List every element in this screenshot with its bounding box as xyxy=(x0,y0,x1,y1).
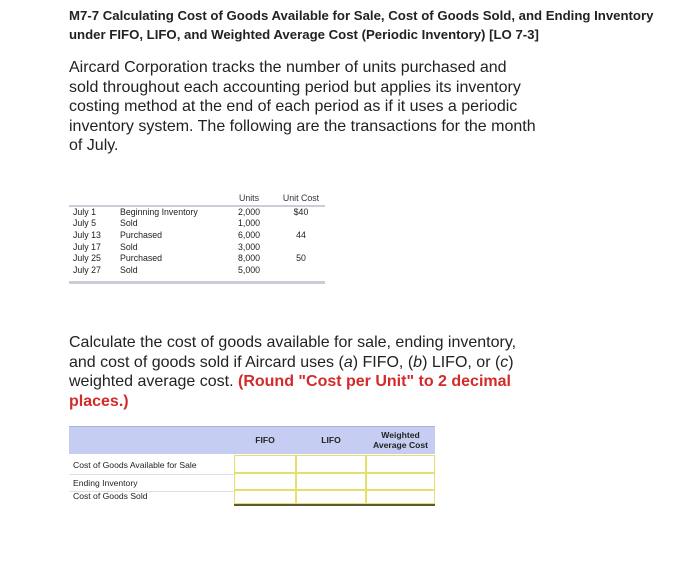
transactions-header xyxy=(69,193,325,205)
table-row xyxy=(69,253,325,265)
row-units: 2,000 xyxy=(237,206,260,217)
units-header: Units xyxy=(238,193,260,203)
table-row xyxy=(69,207,325,219)
weighted-header-line1: Weighted xyxy=(381,430,420,440)
table-row xyxy=(69,242,325,254)
table-row xyxy=(69,218,325,230)
weighted-header-line2: Average Cost xyxy=(372,440,429,450)
row-unit-cost: 50 xyxy=(296,253,306,264)
rounding-note: (Round "Cost per Unit" to 2 decimal places.) xyxy=(69,373,511,410)
row-label-cost-of-goods-sold: Cost of Goods Sold xyxy=(73,491,148,501)
weighted-cogs-input[interactable] xyxy=(366,490,435,504)
question-mid1: ) FIFO, ( xyxy=(352,353,414,371)
row-date: July 27 xyxy=(73,265,101,276)
lifo-cogas-input[interactable] xyxy=(296,455,366,473)
row-description: Beginning Inventory xyxy=(120,206,198,217)
fifo-cogs-input[interactable] xyxy=(234,490,296,504)
transactions-table xyxy=(69,193,325,284)
row-description: Sold xyxy=(120,241,138,252)
row-date: July 1 xyxy=(73,206,96,217)
lifo-column-header: LIFO xyxy=(321,435,341,445)
problem-title: M7-7 Calculating Cost of Goods Available for Sale, Cost of Goods Sold, and Ending Inventory under FIFO, LIFO, and Weighted Average Cost (Periodic Inventory) [LO 7-3] xyxy=(69,8,654,42)
unit-cost-header: Unit Cost xyxy=(282,193,320,203)
lifo-cogs-input[interactable] xyxy=(296,490,366,504)
weighted-ending-inventory-input[interactable] xyxy=(366,473,435,490)
row-units: 1,000 xyxy=(237,218,260,229)
question-option-c: c xyxy=(500,353,509,371)
weighted-average-column-header xyxy=(366,426,435,454)
fifo-ending-inventory-input[interactable] xyxy=(234,473,296,490)
answer-table xyxy=(69,426,435,506)
row-description: Sold xyxy=(120,265,138,276)
row-label-ending-inventory: Ending Inventory xyxy=(73,478,138,488)
fifo-column-header: FIFO xyxy=(255,435,275,445)
problem-intro: Aircard Corporation tracks the number of units purchased and sold throughout each accounting period but applies its inventory costing method at the end of each period as if it uses a periodic inventory system. The following are the transactions for the month of July. xyxy=(69,59,536,154)
table-row xyxy=(69,265,325,277)
table-bottom-divider xyxy=(69,281,325,284)
table-row xyxy=(69,230,325,242)
row-description: Purchased xyxy=(120,230,163,241)
question-text xyxy=(69,333,539,411)
question-suffix: ) weighted average cost. xyxy=(69,353,514,390)
lifo-ending-inventory-input[interactable] xyxy=(296,473,366,490)
row-unit-cost: $40 xyxy=(293,206,309,217)
weighted-cogas-input[interactable] xyxy=(366,455,435,473)
row-label-cost-of-goods-available: Cost of Goods Available for Sale xyxy=(73,460,197,470)
total-underline xyxy=(234,504,435,506)
row-date: July 25 xyxy=(73,253,101,264)
question-option-b: b xyxy=(413,353,423,371)
row-description: Purchased xyxy=(120,253,163,264)
row-date: July 17 xyxy=(73,241,101,252)
row-description: Sold xyxy=(120,218,138,229)
question-prefix: Calculate the cost of goods available for sale, ending inventory, and cost of goods sold if Aircard uses ( xyxy=(69,334,517,371)
question-mid2: ) LIFO, or ( xyxy=(422,353,501,371)
row-unit-cost: 44 xyxy=(296,230,306,241)
row-date: July 13 xyxy=(73,230,101,241)
row-date: July 5 xyxy=(73,218,96,229)
fifo-cogas-input[interactable] xyxy=(234,455,296,473)
row-units: 5,000 xyxy=(237,265,260,276)
question-option-a: a xyxy=(343,353,353,371)
row-units: 8,000 xyxy=(237,253,260,264)
row-units: 6,000 xyxy=(237,230,260,241)
row-units: 3,000 xyxy=(237,241,260,252)
